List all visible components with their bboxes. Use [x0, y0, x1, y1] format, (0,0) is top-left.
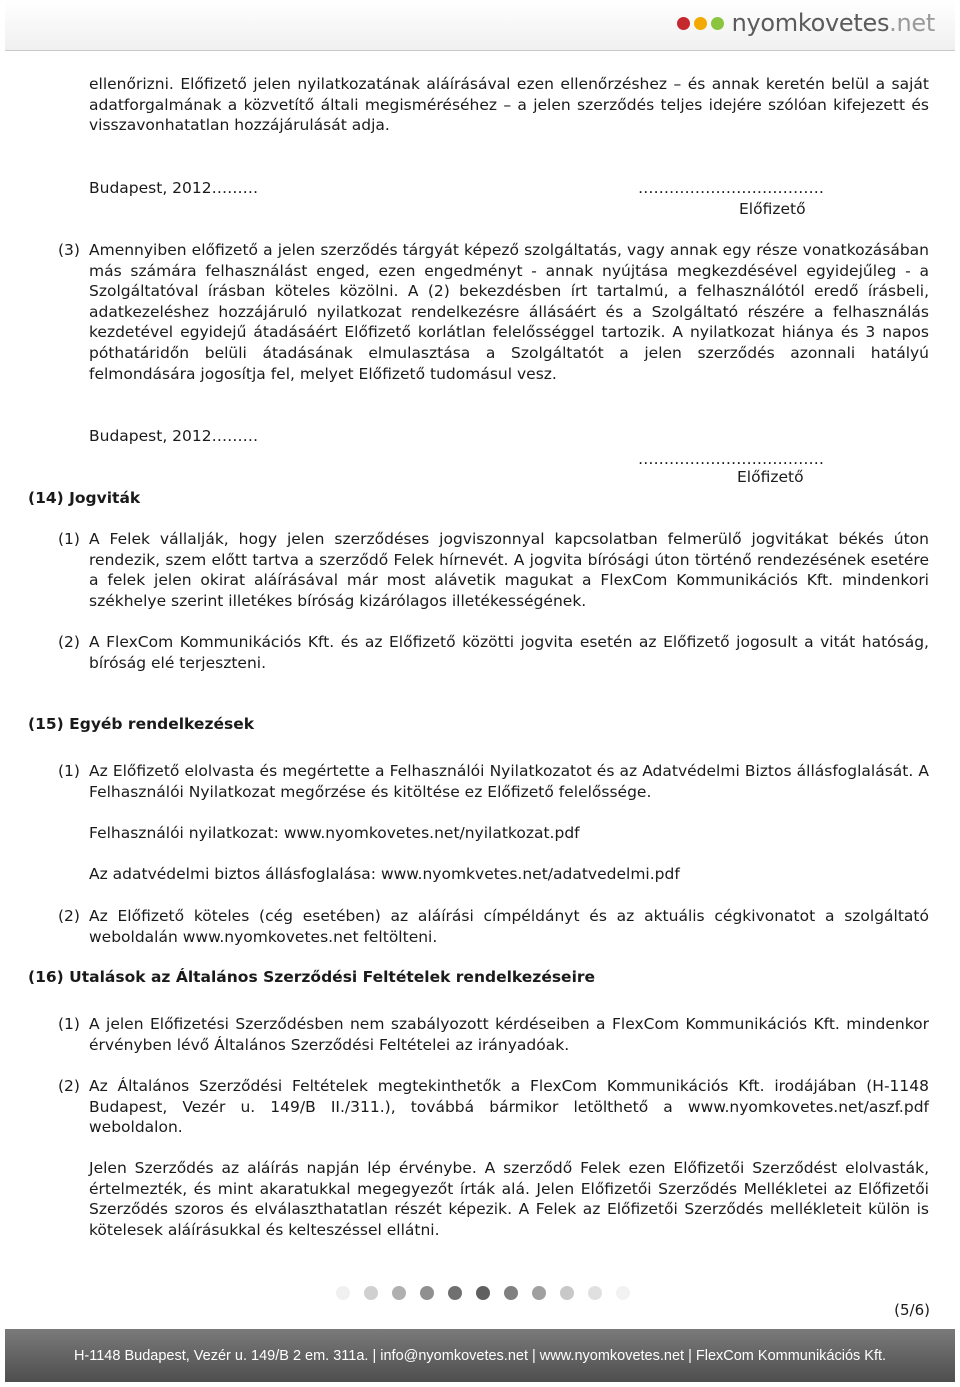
signature-label: Előfizető [737, 468, 804, 486]
closing-paragraph: Jelen Szerződés az aláírás napján lép érvénybe. A szerződő Felek ezen Előfizetői Szerződést elolvasták, értelmezték, és mint akaratukkal megegyezőt írták alá. Jelen Előfizetői Szerződés Mellékletei az Előfizetői Szerződés szoros és elválaszthatatlan részét képezik. A Felek az Előfizetői Szerződés mellékleteit külön is kötelesek aláírásukkal és kelteszéssel ellátni. [89, 1159, 929, 1239]
logo-dot-red-icon [677, 17, 690, 30]
section16-paragraph-2: Az Általános Szerződési Feltételek megtekinthetők a FlexCom Kommunikációs Kft. irodájában (H-1148 Budapest, Vezér u. 149/B II./311.), továbbá bármikor letölthető a www.nyomkovetes.net/aszf.pdf weboldalon. [89, 1077, 929, 1137]
place-date: Budapest, 2012……… [89, 179, 259, 197]
section-heading-16: (16) Utalások az Általános Szerződési Feltételek rendelkezéseire [28, 968, 596, 986]
page-dot-icon [476, 1286, 490, 1300]
logo-dot-green-icon [711, 17, 724, 30]
page-dot-icon [616, 1286, 630, 1300]
brand-logo [677, 7, 935, 39]
paragraph-number: (1) [58, 762, 80, 780]
section16-paragraph-1: A jelen Előfizetési Szerződésben nem szabályozott kérdéseiben a FlexCom Kommunikációs Kft. mindenkor érvényben lévő Általános Szerződési Feltételei az irányadóak. [89, 1015, 929, 1054]
section15-paragraph-1: Az Előfizető elolvasta és megértette a Felhasználói Nyilatkozatot és az Adatvédelmi Biztos állásfoglalását. A Felhasználói Nyilatkozat megőrzése és kitöltése ez Előfizető felelőssége. [89, 762, 929, 801]
section14-paragraph-1: A Felek vállalják, hogy jelen szerződéses jogviszonnyal kapcsolatban felmerülő jogvitákat békés úton rendezik, szem előtt tartva a szerződő Felek hírnevét. A jogvita bírósági úton történő rendezésének esetére a felek jelen okirat aláírásával már most alávetik magukat a FlexCom Kommunikációs Kft. mindenkori székhelye szerint illetékes bíróság kizárólagos illetékességének. [89, 530, 929, 610]
section-heading-14: (14) Jogviták [28, 489, 141, 507]
page-dot-icon [560, 1286, 574, 1300]
data-protection-link: Az adatvédelmi biztos állásfoglalása: www.nyomkvetes.net/adatvedelmi.pdf [89, 865, 680, 883]
paragraph-number: (2) [58, 1077, 80, 1095]
footer-contact-text: H-1148 Budapest, Vezér u. 149/B 2 em. 311a. | info@nyomkovetes.net | www.nyomkovetes.net | FlexCom Kommunikációs Kft. [73, 1347, 887, 1364]
section-heading-15: (15) Egyéb rendelkezések [28, 715, 255, 733]
page-indicator-dots [336, 1286, 630, 1300]
signature-line: ……………………………… [638, 450, 824, 468]
brand-name: nyomkovetes.net [731, 9, 935, 37]
intro-paragraph: ellenőrizni. Előfizető jelen nyilatkozatának aláírásával ezen ellenőrzéshez – és annak keretén belül a saját adatforgalmának a közvetítő általi megisméréséhez – a jelen szerződés teljes idejére szólóan kifejezett és visszavonhatatlan hozzájárulását adja. [89, 75, 929, 135]
paragraph-number: (3) [58, 241, 80, 259]
section15-paragraph-2: Az Előfizető köteles (cég esetében) az aláírási címpéldányt és az aktuális cégkivonatot a szolgáltató weboldalán www.nyomkovetes.net feltölteni. [89, 907, 929, 946]
paragraph-3: Amennyiben előfizető a jelen szerződés tárgyát képező szolgáltatás, vagy annak egy része vonatkozásában más számára felhasználást enged, ezen engedményt - annak nyújtása megkezdésével egyidejűleg - a Szolgáltatóval írásban köteles közölni. A (2) bekezdésben írt tartalmú, a felhasználótól eredő írásbeli, adatkezeléshez hozzájáruló nyilatkozat rendelkezésre állásáért és a Szolgáltató részére a felhasználás kezdetével egyidejű átadásáért Előfizető korlátlan felelősséggel tartozik. A nyilatkozat hiánya és 3 napos póthatáridőn belüli átadásának elmulasztása a Szolgáltatót a jelen szerződés azonnali hatályú felmondására jogosítja fel, melyet Előfizető tudomásul vesz. [89, 241, 929, 383]
page-header [5, 0, 955, 51]
page-dot-icon [420, 1286, 434, 1300]
page-dot-icon [532, 1286, 546, 1300]
statement-link: Felhasználói nyilatkozat: www.nyomkovetes.net/nyilatkozat.pdf [89, 824, 580, 842]
signature-label: Előfizető [739, 200, 806, 218]
paragraph-number: (2) [58, 633, 80, 651]
page-footer [5, 1329, 955, 1382]
signature-line: ……………………………… [638, 179, 824, 197]
paragraph-number: (1) [58, 530, 80, 548]
logo-dot-orange-icon [694, 17, 707, 30]
paragraph-number: (1) [58, 1015, 80, 1033]
place-date: Budapest, 2012……… [89, 427, 259, 445]
page-dot-icon [448, 1286, 462, 1300]
page-dot-icon [336, 1286, 350, 1300]
section14-paragraph-2: A FlexCom Kommunikációs Kft. és az Előfizető közötti jogvita esetén az Előfizető jogosult a vitát hatóság, bíróság elé terjeszteni. [89, 633, 929, 672]
page-dot-icon [588, 1286, 602, 1300]
page-dot-icon [364, 1286, 378, 1300]
page-number: (5/6) [894, 1301, 930, 1319]
paragraph-number: (2) [58, 907, 80, 925]
page-dot-icon [504, 1286, 518, 1300]
page-dot-icon [392, 1286, 406, 1300]
